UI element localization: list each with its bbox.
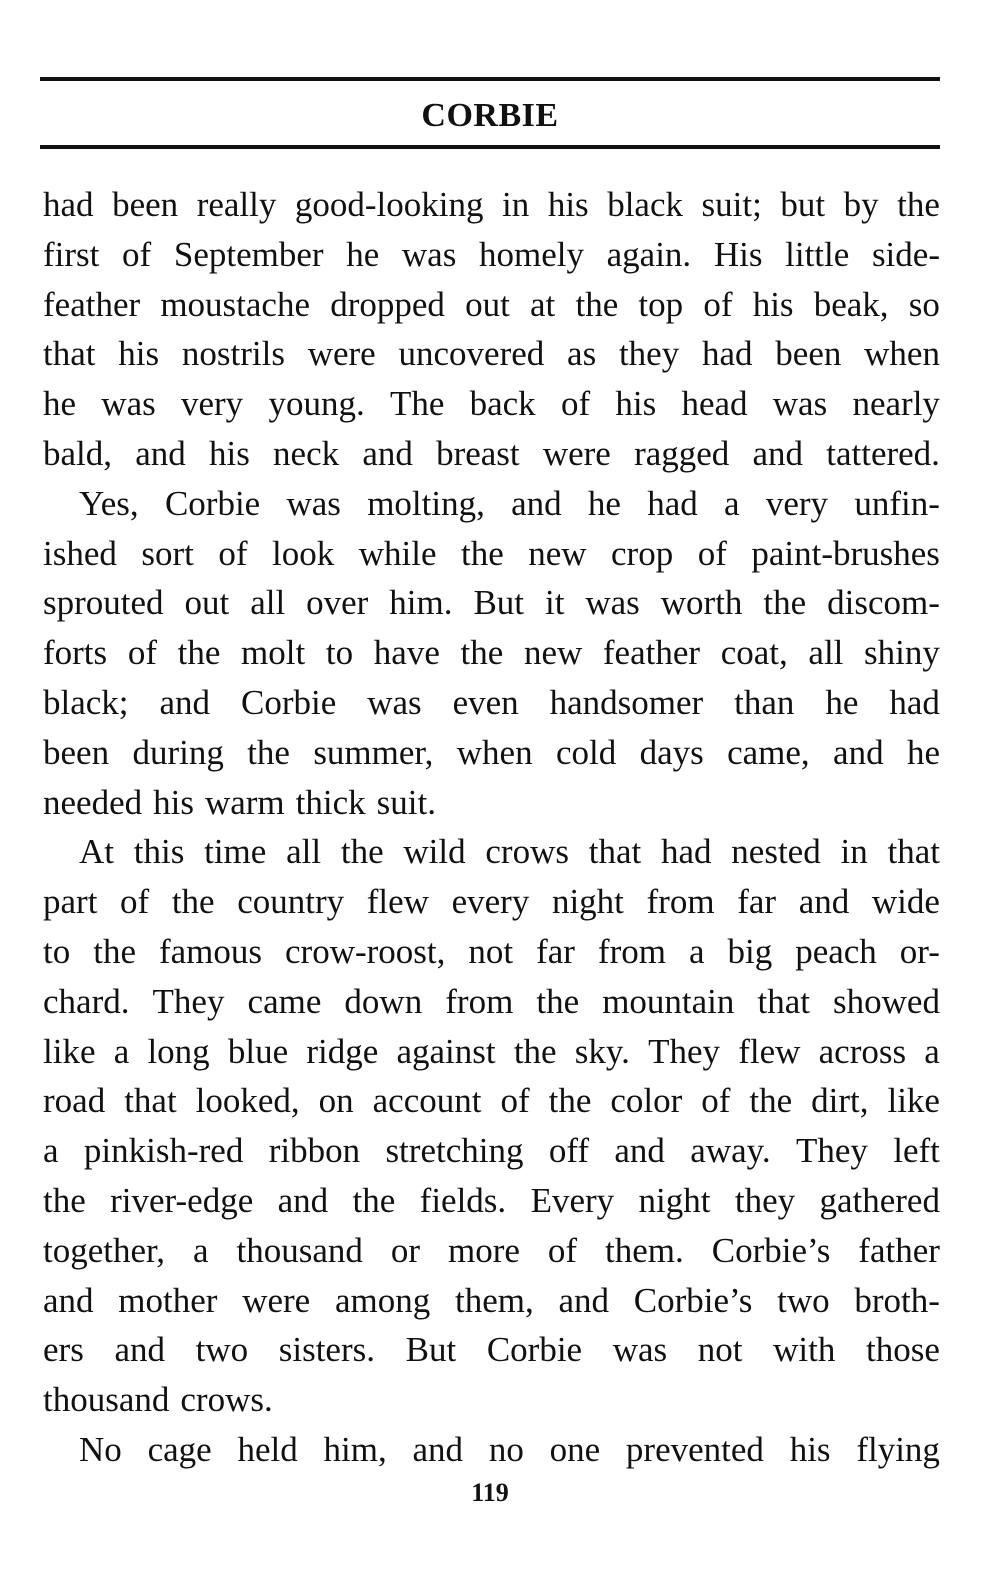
top-rule: [40, 77, 940, 81]
text-line: had been really good-looking in his black suit; but by the: [43, 185, 940, 224]
text-line: needed his warm thick suit.: [43, 782, 436, 822]
text-line: bald, and his neck and breast were ragged and tattered.: [43, 433, 940, 473]
running-head: CORBIE: [421, 97, 559, 134]
header-rule: [40, 145, 940, 149]
body-text: [43, 180, 940, 1475]
text-line: first of September he was homely again. His little side-: [43, 234, 940, 274]
text-line: forts of the molt to have the new feather coat, all shiny: [43, 633, 940, 673]
text-line: Yes, Corbie was molting, and he had a very unfin-: [79, 483, 940, 523]
text-line: ished sort of look while the new crop of paint-brushes: [43, 533, 940, 573]
text-line: black; and Corbie was even handsomer than he had: [43, 682, 940, 722]
text-line: chard. They came down from the mountain that showed: [43, 981, 940, 1021]
text-line: like a long blue ridge against the sky. They flew across a: [43, 1031, 940, 1071]
text-line: been during the summer, when cold days came, and he: [43, 732, 940, 772]
text-line: sprouted out all over him. But it was worth the discom-: [43, 583, 940, 623]
text-line: a pinkish-red ribbon stretching off and away. They left: [43, 1131, 940, 1171]
text-line: road that looked, on account of the color of the dirt, like: [43, 1081, 940, 1121]
text-line: At this time all the wild crows that had nested in that: [79, 832, 940, 872]
text-line: ers and two sisters. But Corbie was not with those: [43, 1330, 940, 1370]
text-line: thousand crows.: [43, 1380, 273, 1420]
text-line: to the famous crow-roost, not far from a big peach or-: [43, 931, 940, 971]
page-number: 119: [471, 1478, 509, 1507]
text-line: he was very young. The back of his head was nearly: [43, 384, 940, 424]
text-line: feather moustache dropped out at the top of his beak, so: [43, 284, 940, 324]
text-line: together, a thousand or more of them. Corbie’s father: [43, 1230, 940, 1270]
text-line: No cage held him, and no one prevented his flying: [79, 1429, 940, 1469]
text-line: the river-edge and the fields. Every night they gathered: [43, 1180, 940, 1220]
text-line: part of the country flew every night from far and wide: [43, 882, 940, 922]
text-line: and mother were among them, and Corbie’s two broth-: [43, 1280, 940, 1320]
text-line: that his nostrils were uncovered as they had been when: [43, 334, 940, 374]
